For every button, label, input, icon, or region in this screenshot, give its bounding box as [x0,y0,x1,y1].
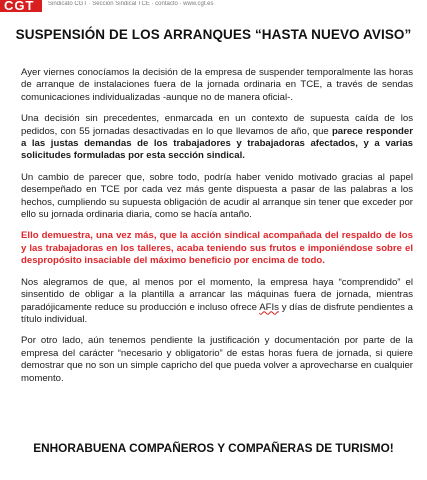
document-title: SUSPENSIÓN DE LOS ARRANQUES “HASTA NUEVO AVISO” [15,27,412,42]
paragraph-4-highlight: Ello demuestra, una vez más, que la acción sindical acompañada del respaldo de los y las trabajadoras en los talleres, acaba teniendo sus frutos e imponiéndose sobre el despropósito insaciable del máximo beneficio por encima de todo. [21,230,413,267]
paragraph-3: Un cambio de parecer que, sobre todo, podría haber venido motivado gracias al papel desempeñado en TCE por cada vez más gente dispuesta a pasar de las palabras a los hechos, cumpliendo su supuesta obligación de acudir al arranque sin tener que exceder por ello su jornada ordinaria diaria, como se hacía antaño. [21,171,413,221]
paragraph-2 [21,113,413,163]
paragraph-6: Por otro lado, aún tenemos pendiente la justificación y documentación por parte de la empresa del carácter “necesario y obligatorio” de estas horas fuera de jornada, si quiere demostrar que no son un simple capricho del que pueda volver a aprovecharse en cualquier momento. [21,335,413,384]
paragraph-2-text: Una decisión sin precedentes, enmarcada en un contexto de supuesta caída de los pedidos, con 55 jornadas desactivadas en lo que llevamos de año, que [21,113,413,137]
paragraph-5-afis: AFIs [259,301,279,313]
document-body [21,67,413,394]
letterhead-contact: Sindicato CGT · Sección Sindical TCE · contacto · www.cgt.es [48,1,214,7]
closing-line: ENHORABUENA COMPAÑEROS Y COMPAÑERAS DE TURISMO! [33,441,394,455]
cgt-logo: CGT [0,0,42,12]
paragraph-1: Ayer viernes conocíamos la decisión de la empresa de suspender temporalmente las horas de arranque de instalaciones fuera de la jornada ordinaria en TCE, a través de sendas comunicaciones individualizadas -aunque no de manera oficial-. [21,67,413,103]
paragraph-5-text-b: y días de disfrute pendientes a título individual. [21,301,413,325]
paragraph-2-bold-text: parece responder a las justas demandas de los trabajadores y trabajadoras afectados, y a varias solicitudes formuladas por esta sección sindical. [21,125,413,162]
letterhead [0,0,427,14]
paragraph-5 [21,277,413,327]
paragraph-5-text-a: Nos alegramos de que, al menos por el momento, la empresa haya “comprendido” el sinsentido de obligar a la plantilla a arrancar las máquinas fuera de jornada, mientras paradójicamente reduce su producción e incluso ofrece [21,276,413,313]
